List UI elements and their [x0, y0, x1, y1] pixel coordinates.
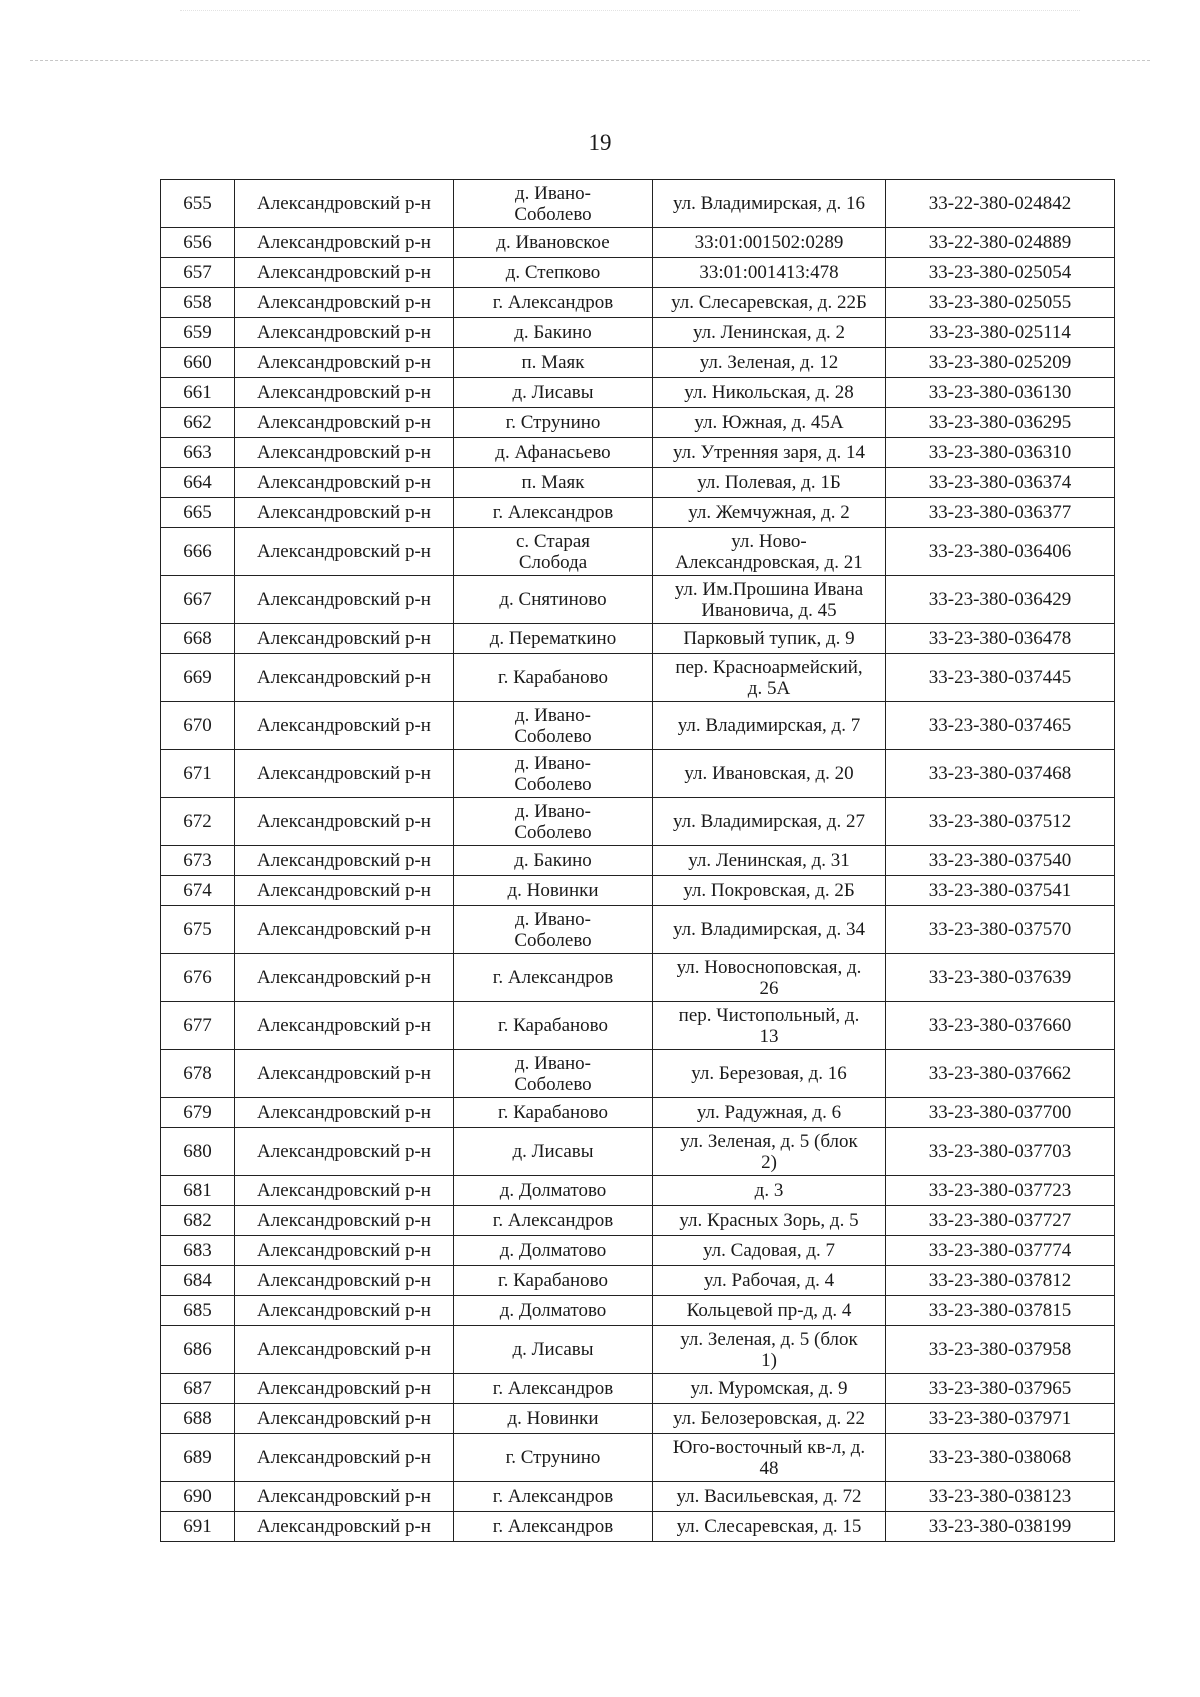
locality-cell: г. Александров [454, 1374, 653, 1404]
code-cell: 33-23-380-036310 [886, 438, 1115, 468]
locality-cell: д. Ивано- Соболево [454, 750, 653, 798]
code-cell: 33-23-380-037512 [886, 798, 1115, 846]
table-row [161, 798, 1115, 846]
table-row [161, 1050, 1115, 1098]
code-cell: 33-22-380-024842 [886, 180, 1115, 228]
district-cell: Александровский р-н [235, 1002, 454, 1050]
locality-cell: г. Карабаново [454, 1098, 653, 1128]
table-row [161, 378, 1115, 408]
code-cell: 33-23-380-036295 [886, 408, 1115, 438]
district-cell: Александровский р-н [235, 624, 454, 654]
table-row [161, 624, 1115, 654]
locality-cell: д. Лисавы [454, 1128, 653, 1176]
code-cell: 33-23-380-037723 [886, 1176, 1115, 1206]
address-cell: ул. Покровская, д. 2Б [653, 876, 886, 906]
address-cell: пер. Красноармейский, д. 5А [653, 654, 886, 702]
row-number-cell: 665 [161, 498, 235, 528]
district-cell: Александровский р-н [235, 954, 454, 1002]
row-number-cell: 677 [161, 1002, 235, 1050]
district-cell: Александровский р-н [235, 498, 454, 528]
table-row [161, 498, 1115, 528]
locality-cell: д. Ивано- Соболево [454, 1050, 653, 1098]
address-cell: ул. Белозеровская, д. 22 [653, 1404, 886, 1434]
address-cell: 33:01:001502:0289 [653, 228, 886, 258]
locality-cell: д. Новинки [454, 876, 653, 906]
table-row [161, 702, 1115, 750]
district-cell: Александровский р-н [235, 408, 454, 438]
district-cell: Александровский р-н [235, 1326, 454, 1374]
row-number-cell: 659 [161, 318, 235, 348]
row-number-cell: 668 [161, 624, 235, 654]
address-cell: ул. Ново- Александровская, д. 21 [653, 528, 886, 576]
address-cell: Юго-восточный кв-л, д. 48 [653, 1434, 886, 1482]
code-cell: 33-23-380-038123 [886, 1482, 1115, 1512]
address-cell: ул. Рабочая, д. 4 [653, 1266, 886, 1296]
table-row [161, 1002, 1115, 1050]
table-row [161, 1128, 1115, 1176]
address-cell: 33:01:001413:478 [653, 258, 886, 288]
district-cell: Александровский р-н [235, 1206, 454, 1236]
district-cell: Александровский р-н [235, 702, 454, 750]
code-cell: 33-23-380-037445 [886, 654, 1115, 702]
locality-cell: г. Александров [454, 1206, 653, 1236]
district-cell: Александровский р-н [235, 1098, 454, 1128]
row-number-cell: 674 [161, 876, 235, 906]
district-cell: Александровский р-н [235, 528, 454, 576]
locality-cell: д. Афанасьево [454, 438, 653, 468]
locality-cell: д. Долматово [454, 1176, 653, 1206]
row-number-cell: 678 [161, 1050, 235, 1098]
table-row [161, 348, 1115, 378]
row-number-cell: 690 [161, 1482, 235, 1512]
district-cell: Александровский р-н [235, 288, 454, 318]
locality-cell: д. Долматово [454, 1236, 653, 1266]
row-number-cell: 660 [161, 348, 235, 378]
code-cell: 33-23-380-025114 [886, 318, 1115, 348]
code-cell: 33-23-380-036374 [886, 468, 1115, 498]
code-cell: 33-23-380-036478 [886, 624, 1115, 654]
district-cell: Александровский р-н [235, 798, 454, 846]
address-cell: ул. Березовая, д. 16 [653, 1050, 886, 1098]
code-cell: 33-23-380-037570 [886, 906, 1115, 954]
district-cell: Александровский р-н [235, 576, 454, 624]
district-cell: Александровский р-н [235, 1050, 454, 1098]
address-cell: ул. Новосноповская, д. 26 [653, 954, 886, 1002]
row-number-cell: 673 [161, 846, 235, 876]
code-cell: 33-23-380-036130 [886, 378, 1115, 408]
code-cell: 33-23-380-037639 [886, 954, 1115, 1002]
district-cell: Александровский р-н [235, 1176, 454, 1206]
district-cell: Александровский р-н [235, 1434, 454, 1482]
district-cell: Александровский р-н [235, 438, 454, 468]
locality-cell: г. Александров [454, 1512, 653, 1542]
table-row [161, 906, 1115, 954]
table-row [161, 1482, 1115, 1512]
table-row [161, 180, 1115, 228]
code-cell: 33-23-380-025054 [886, 258, 1115, 288]
locality-cell: д. Степково [454, 258, 653, 288]
code-cell: 33-23-380-025055 [886, 288, 1115, 318]
district-cell: Александровский р-н [235, 378, 454, 408]
address-cell: Парковый тупик, д. 9 [653, 624, 886, 654]
locality-cell: г. Карабаново [454, 1266, 653, 1296]
row-number-cell: 687 [161, 1374, 235, 1404]
code-cell: 33-23-380-036429 [886, 576, 1115, 624]
row-number-cell: 682 [161, 1206, 235, 1236]
address-cell: ул. Ленинская, д. 31 [653, 846, 886, 876]
district-cell: Александровский р-н [235, 468, 454, 498]
address-cell: ул. Зеленая, д. 12 [653, 348, 886, 378]
locality-cell: д. Лисавы [454, 1326, 653, 1374]
district-cell: Александровский р-н [235, 1296, 454, 1326]
locality-cell: д. Бакино [454, 846, 653, 876]
code-cell: 33-23-380-036406 [886, 528, 1115, 576]
locality-cell: г. Александров [454, 1482, 653, 1512]
address-cell: ул. Жемчужная, д. 2 [653, 498, 886, 528]
code-cell: 33-23-380-025209 [886, 348, 1115, 378]
table-row [161, 1434, 1115, 1482]
row-number-cell: 658 [161, 288, 235, 318]
table-row [161, 258, 1115, 288]
district-cell: Александровский р-н [235, 1482, 454, 1512]
locality-cell: д. Перематкино [454, 624, 653, 654]
locality-cell: д. Долматово [454, 1296, 653, 1326]
code-cell: 33-23-380-037812 [886, 1266, 1115, 1296]
address-cell: ул. Зеленая, д. 5 (блок 2) [653, 1128, 886, 1176]
row-number-cell: 683 [161, 1236, 235, 1266]
registry-table [160, 179, 1115, 1542]
code-cell: 33-23-380-037971 [886, 1404, 1115, 1434]
row-number-cell: 661 [161, 378, 235, 408]
row-number-cell: 689 [161, 1434, 235, 1482]
address-cell: ул. Радужная, д. 6 [653, 1098, 886, 1128]
district-cell: Александровский р-н [235, 1266, 454, 1296]
table-row [161, 1236, 1115, 1266]
locality-cell: г. Александров [454, 954, 653, 1002]
row-number-cell: 675 [161, 906, 235, 954]
address-cell: ул. Полевая, д. 1Б [653, 468, 886, 498]
locality-cell: д. Ивано- Соболево [454, 906, 653, 954]
address-cell: ул. Васильевская, д. 72 [653, 1482, 886, 1512]
table-row [161, 954, 1115, 1002]
district-cell: Александровский р-н [235, 846, 454, 876]
locality-cell: д. Ивано- Соболево [454, 798, 653, 846]
table-row [161, 876, 1115, 906]
row-number-cell: 672 [161, 798, 235, 846]
district-cell: Александровский р-н [235, 876, 454, 906]
address-cell: Кольцевой пр-д, д. 4 [653, 1296, 886, 1326]
row-number-cell: 655 [161, 180, 235, 228]
row-number-cell: 664 [161, 468, 235, 498]
address-cell: ул. Ленинская, д. 2 [653, 318, 886, 348]
address-cell: ул. Садовая, д. 7 [653, 1236, 886, 1266]
locality-cell: д. Ивано- Соболево [454, 180, 653, 228]
code-cell: 33-23-380-037727 [886, 1206, 1115, 1236]
address-cell: ул. Утренняя заря, д. 14 [653, 438, 886, 468]
row-number-cell: 688 [161, 1404, 235, 1434]
address-cell: ул. Красных Зорь, д. 5 [653, 1206, 886, 1236]
locality-cell: п. Маяк [454, 348, 653, 378]
scan-artifact-line [30, 60, 1150, 61]
row-number-cell: 662 [161, 408, 235, 438]
table-row [161, 438, 1115, 468]
table-row [161, 1374, 1115, 1404]
table-row [161, 1206, 1115, 1236]
locality-cell: г. Карабаново [454, 1002, 653, 1050]
scan-artifact-line [180, 10, 1080, 11]
district-cell: Александровский р-н [235, 318, 454, 348]
page-number: 19 [588, 130, 612, 155]
code-cell: 33-23-380-037540 [886, 846, 1115, 876]
row-number-cell: 681 [161, 1176, 235, 1206]
code-cell: 33-23-380-037541 [886, 876, 1115, 906]
address-cell: ул. Владимирская, д. 16 [653, 180, 886, 228]
address-cell: ул. Слесаревская, д. 15 [653, 1512, 886, 1542]
row-number-cell: 656 [161, 228, 235, 258]
address-cell: д. 3 [653, 1176, 886, 1206]
table-row [161, 468, 1115, 498]
code-cell: 33-23-380-037465 [886, 702, 1115, 750]
table-row [161, 1176, 1115, 1206]
district-cell: Александровский р-н [235, 258, 454, 288]
table-row [161, 228, 1115, 258]
row-number-cell: 686 [161, 1326, 235, 1374]
address-cell: ул. Муромская, д. 9 [653, 1374, 886, 1404]
district-cell: Александровский р-н [235, 654, 454, 702]
registry-table-body [161, 180, 1115, 1542]
code-cell: 33-23-380-037774 [886, 1236, 1115, 1266]
table-row [161, 408, 1115, 438]
registry-table-container [160, 179, 1114, 1542]
code-cell: 33-23-380-038068 [886, 1434, 1115, 1482]
row-number-cell: 657 [161, 258, 235, 288]
locality-cell: д. Ивановское [454, 228, 653, 258]
code-cell: 33-23-380-037958 [886, 1326, 1115, 1374]
district-cell: Александровский р-н [235, 1236, 454, 1266]
code-cell: 33-23-380-037662 [886, 1050, 1115, 1098]
address-cell: ул. Никольская, д. 28 [653, 378, 886, 408]
row-number-cell: 670 [161, 702, 235, 750]
district-cell: Александровский р-н [235, 906, 454, 954]
address-cell: ул. Южная, д. 45А [653, 408, 886, 438]
table-row [161, 576, 1115, 624]
locality-cell: п. Маяк [454, 468, 653, 498]
district-cell: Александровский р-н [235, 1404, 454, 1434]
address-cell: ул. Им.Прошина Ивана Ивановича, д. 45 [653, 576, 886, 624]
address-cell: ул. Зеленая, д. 5 (блок 1) [653, 1326, 886, 1374]
table-row [161, 846, 1115, 876]
locality-cell: д. Снятиново [454, 576, 653, 624]
district-cell: Александровский р-н [235, 1374, 454, 1404]
code-cell: 33-22-380-024889 [886, 228, 1115, 258]
code-cell: 33-23-380-037700 [886, 1098, 1115, 1128]
district-cell: Александровский р-н [235, 1128, 454, 1176]
district-cell: Александровский р-н [235, 1512, 454, 1542]
code-cell: 33-23-380-037703 [886, 1128, 1115, 1176]
code-cell: 33-23-380-037468 [886, 750, 1115, 798]
district-cell: Александровский р-н [235, 228, 454, 258]
table-row [161, 1404, 1115, 1434]
address-cell: ул. Владимирская, д. 34 [653, 906, 886, 954]
code-cell: 33-23-380-038199 [886, 1512, 1115, 1542]
locality-cell: г. Струнино [454, 1434, 653, 1482]
table-row [161, 750, 1115, 798]
row-number-cell: 667 [161, 576, 235, 624]
locality-cell: г. Александров [454, 288, 653, 318]
row-number-cell: 663 [161, 438, 235, 468]
locality-cell: с. Старая Слобода [454, 528, 653, 576]
address-cell: ул. Владимирская, д. 27 [653, 798, 886, 846]
row-number-cell: 679 [161, 1098, 235, 1128]
code-cell: 33-23-380-037660 [886, 1002, 1115, 1050]
table-row [161, 1512, 1115, 1542]
locality-cell: г. Александров [454, 498, 653, 528]
row-number-cell: 685 [161, 1296, 235, 1326]
district-cell: Александровский р-н [235, 348, 454, 378]
row-number-cell: 669 [161, 654, 235, 702]
code-cell: 33-23-380-036377 [886, 498, 1115, 528]
district-cell: Александровский р-н [235, 180, 454, 228]
address-cell: ул. Слесаревская, д. 22Б [653, 288, 886, 318]
row-number-cell: 666 [161, 528, 235, 576]
address-cell: ул. Владимирская, д. 7 [653, 702, 886, 750]
address-cell: ул. Ивановская, д. 20 [653, 750, 886, 798]
locality-cell: г. Карабаново [454, 654, 653, 702]
code-cell: 33-23-380-037965 [886, 1374, 1115, 1404]
row-number-cell: 684 [161, 1266, 235, 1296]
locality-cell: д. Бакино [454, 318, 653, 348]
locality-cell: д. Ивано- Соболево [454, 702, 653, 750]
table-row [161, 1296, 1115, 1326]
table-row [161, 288, 1115, 318]
locality-cell: г. Струнино [454, 408, 653, 438]
table-row [161, 318, 1115, 348]
table-row [161, 1098, 1115, 1128]
locality-cell: д. Новинки [454, 1404, 653, 1434]
row-number-cell: 676 [161, 954, 235, 1002]
code-cell: 33-23-380-037815 [886, 1296, 1115, 1326]
district-cell: Александровский р-н [235, 750, 454, 798]
table-row [161, 1266, 1115, 1296]
table-row [161, 528, 1115, 576]
address-cell: пер. Чистопольный, д. 13 [653, 1002, 886, 1050]
row-number-cell: 680 [161, 1128, 235, 1176]
row-number-cell: 671 [161, 750, 235, 798]
row-number-cell: 691 [161, 1512, 235, 1542]
locality-cell: д. Лисавы [454, 378, 653, 408]
table-row [161, 1326, 1115, 1374]
table-row [161, 654, 1115, 702]
